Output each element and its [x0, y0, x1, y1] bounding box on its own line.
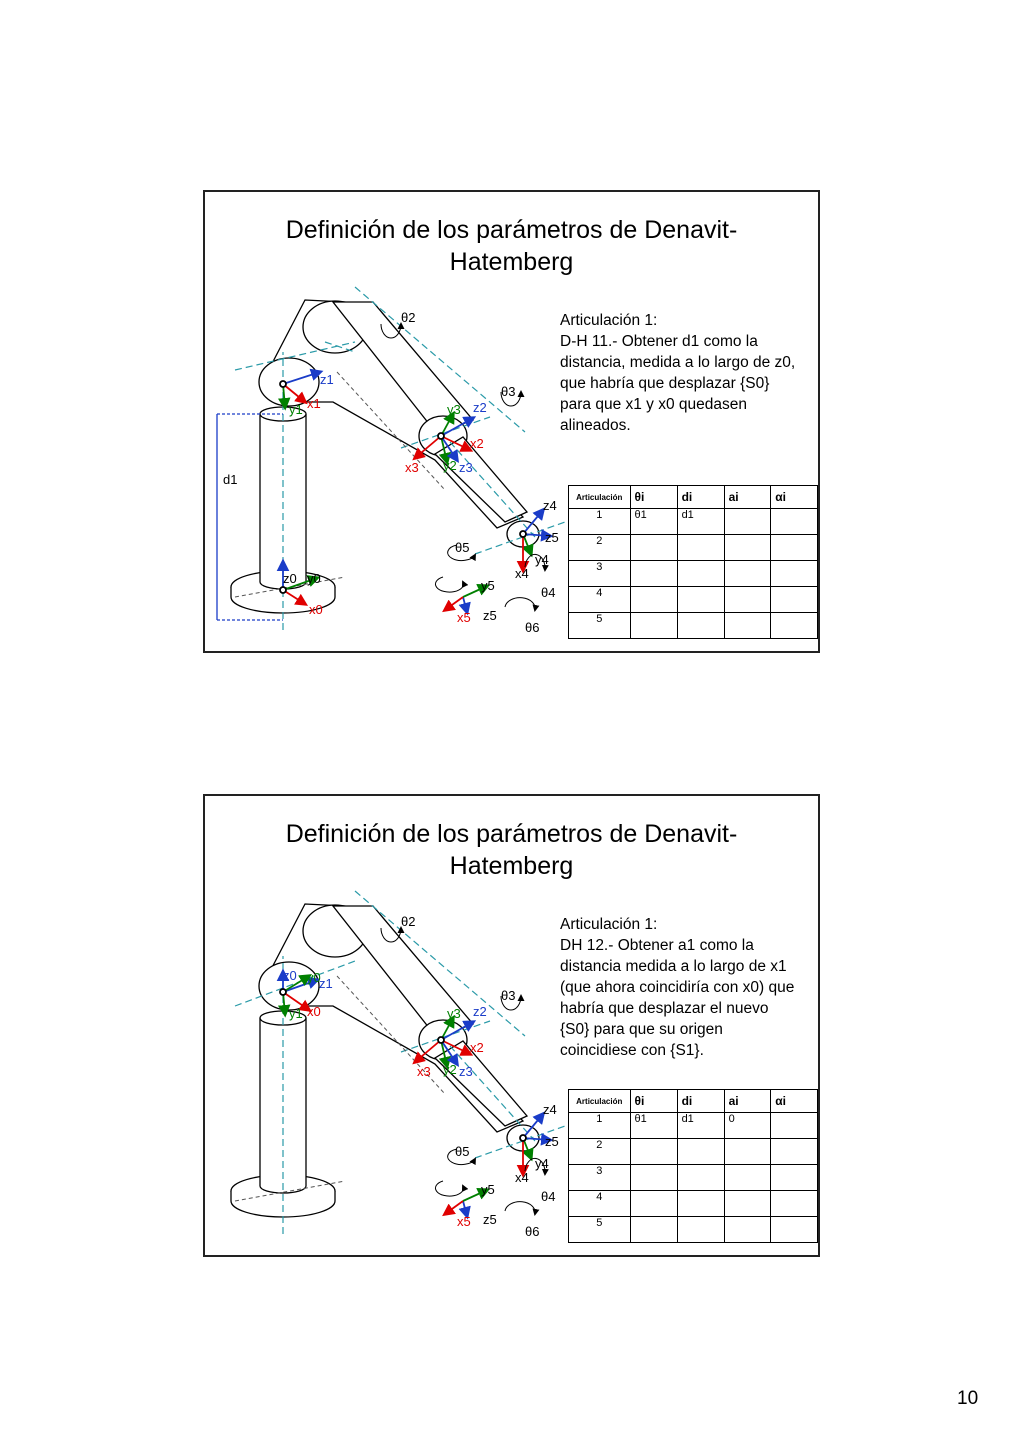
x3-label: x3 [417, 1064, 431, 1079]
y4-label: y4 [535, 552, 549, 567]
z3-label: z3 [459, 460, 473, 475]
title-line-1: Definición de los parámetros de Denavit- [285, 820, 738, 848]
table-cell: 1 [569, 509, 631, 535]
table-cell [677, 1165, 724, 1191]
description-line: distancia, medida a lo largo de z0, [560, 354, 796, 371]
page-number: 10 [957, 1388, 979, 1409]
description-line: Articulación 1: [560, 312, 658, 329]
table-cell [630, 587, 677, 613]
column-header: θi [630, 1090, 677, 1113]
y5-label: y5 [481, 578, 495, 593]
table-cell [771, 1165, 818, 1191]
table-header-row [569, 1090, 818, 1113]
table-cell [630, 535, 677, 561]
column-header: Articulación [569, 1090, 631, 1113]
theta-5-label: θ5 [455, 540, 470, 555]
table-cell [677, 1217, 724, 1243]
robot-structure [231, 904, 539, 1217]
z3-label: z3 [459, 1064, 473, 1079]
theta-5-label: θ5 [455, 1144, 470, 1159]
table-cell [771, 613, 818, 639]
description-line: DH 12.- Obtener a1 como la [560, 937, 754, 954]
x1-label: x1 [307, 396, 321, 411]
table-row [569, 1165, 818, 1191]
table-cell [724, 535, 771, 561]
x5-label: x5 [457, 610, 471, 625]
table-row [569, 561, 818, 587]
table-cell [630, 613, 677, 639]
title-line-2: Hatemberg [449, 248, 574, 276]
table-cell [724, 613, 771, 639]
table-row [569, 1191, 818, 1217]
table-cell: 5 [569, 1217, 631, 1243]
column-header: αi [771, 486, 818, 509]
table-header-row [569, 486, 818, 509]
y1-label: y1 [289, 402, 303, 417]
table-cell [630, 1139, 677, 1165]
table-cell: θ1 [630, 1113, 677, 1139]
table-cell [630, 1191, 677, 1217]
table-row [569, 509, 818, 535]
title-line-1: Definición de los parámetros de Denavit- [285, 216, 738, 244]
theta-6-label: θ6 [525, 620, 540, 635]
slide-2 [203, 794, 820, 1257]
x4-label: x4 [515, 566, 529, 581]
x2-label: x2 [470, 436, 484, 451]
table-cell [724, 1139, 771, 1165]
title-line-2: Hatemberg [449, 852, 574, 880]
y0-label: y0 [307, 970, 321, 985]
x5-label: x5 [457, 1214, 471, 1229]
z2-label: z2 [473, 400, 487, 415]
description-line: {S0} para que su origen [560, 1021, 723, 1038]
x3-label: x3 [405, 460, 419, 475]
table-cell [771, 509, 818, 535]
x2-label: x2 [470, 1040, 484, 1055]
joint-description [560, 914, 805, 1061]
table-cell: 4 [569, 587, 631, 613]
table-cell [724, 509, 771, 535]
table-cell [724, 1165, 771, 1191]
dh-parameters-table [568, 485, 818, 639]
theta-4-label: θ4 [541, 585, 556, 600]
column-header: θi [630, 486, 677, 509]
z4-label: z4 [543, 1102, 557, 1117]
table-cell: 2 [569, 1139, 631, 1165]
y2-label: y2 [443, 458, 457, 473]
table-cell [771, 561, 818, 587]
theta-2-label: θ2 [401, 310, 416, 325]
description-line: alineados. [560, 417, 631, 434]
table-cell [677, 561, 724, 587]
description-line: D-H 11.- Obtener d1 como la [560, 333, 758, 350]
theta-4-label: θ4 [541, 1189, 556, 1204]
y0-label: y0 [307, 571, 321, 586]
z5-label-upper: z5 [545, 1134, 559, 1149]
joint-description [560, 310, 805, 436]
y3-label: y3 [447, 402, 461, 417]
y1-label: y1 [289, 1006, 303, 1021]
column-header: ai [724, 486, 771, 509]
column-header: αi [771, 1090, 818, 1113]
dh-parameters-table [568, 1089, 818, 1243]
description-line: distancia medida a lo largo de x1 [560, 958, 787, 975]
table-cell: 5 [569, 613, 631, 639]
z1-label: z1 [320, 372, 334, 387]
table-row [569, 1139, 818, 1165]
x0-label: x0 [309, 602, 323, 617]
x4-label: x4 [515, 1170, 529, 1185]
table-row [569, 613, 818, 639]
column-header: Articulación [569, 486, 631, 509]
x0-label: x0 [307, 1004, 321, 1019]
y4-label: y4 [535, 1156, 549, 1171]
table-cell: d1 [677, 509, 724, 535]
table-cell: 4 [569, 1191, 631, 1217]
z5-label-lower: z5 [483, 608, 497, 623]
table-cell [677, 587, 724, 613]
table-cell [771, 587, 818, 613]
description-line: coincidiese con {S1}. [560, 1042, 704, 1059]
slide-1 [203, 190, 820, 653]
table-cell [630, 1217, 677, 1243]
description-line: habría que desplazar el nuevo [560, 1000, 769, 1017]
table-cell: 3 [569, 561, 631, 587]
table-cell: 3 [569, 1165, 631, 1191]
table-row [569, 587, 818, 613]
z4-label: z4 [543, 498, 557, 513]
table-cell [724, 587, 771, 613]
table-cell [630, 1165, 677, 1191]
table-cell [771, 1113, 818, 1139]
table-cell [771, 535, 818, 561]
d1-label: d1 [223, 472, 238, 487]
description-line: Articulación 1: [560, 916, 658, 933]
z1-label: z1 [319, 976, 333, 991]
theta-3-label: θ3 [501, 384, 516, 399]
table-cell [771, 1217, 818, 1243]
z5-label-lower: z5 [483, 1212, 497, 1227]
table-cell [677, 535, 724, 561]
theta-6-label: θ6 [525, 1224, 540, 1239]
description-line: para que x1 y x0 quedasen [560, 396, 747, 413]
table-cell [677, 1139, 724, 1165]
z0-label: z0 [283, 571, 297, 586]
table-cell: 0 [724, 1113, 771, 1139]
y3-label: y3 [447, 1006, 461, 1021]
robot-structure [231, 300, 539, 613]
theta-2-label: θ2 [401, 914, 416, 929]
table-cell [724, 1217, 771, 1243]
z2-label: z2 [473, 1004, 487, 1019]
table-row [569, 535, 818, 561]
table-cell [677, 613, 724, 639]
table-cell [630, 561, 677, 587]
table-cell [771, 1191, 818, 1217]
table-cell: 2 [569, 535, 631, 561]
z5-label-upper: z5 [545, 530, 559, 545]
table-cell [724, 1191, 771, 1217]
y2-label: y2 [443, 1062, 457, 1077]
table-cell: θ1 [630, 509, 677, 535]
table-cell [677, 1191, 724, 1217]
table-cell: 1 [569, 1113, 631, 1139]
table-row [569, 1113, 818, 1139]
table-row [569, 1217, 818, 1243]
table-cell [724, 561, 771, 587]
table-cell: d1 [677, 1113, 724, 1139]
column-header: di [677, 486, 724, 509]
column-header: ai [724, 1090, 771, 1113]
column-header: di [677, 1090, 724, 1113]
theta-3-label: θ3 [501, 988, 516, 1003]
z0-label: z0 [283, 968, 297, 983]
description-line: que habría que desplazar {S0} [560, 375, 770, 392]
table-cell [771, 1139, 818, 1165]
y5-label: y5 [481, 1182, 495, 1197]
description-line: (que ahora coincidiría con x0) que [560, 979, 795, 996]
